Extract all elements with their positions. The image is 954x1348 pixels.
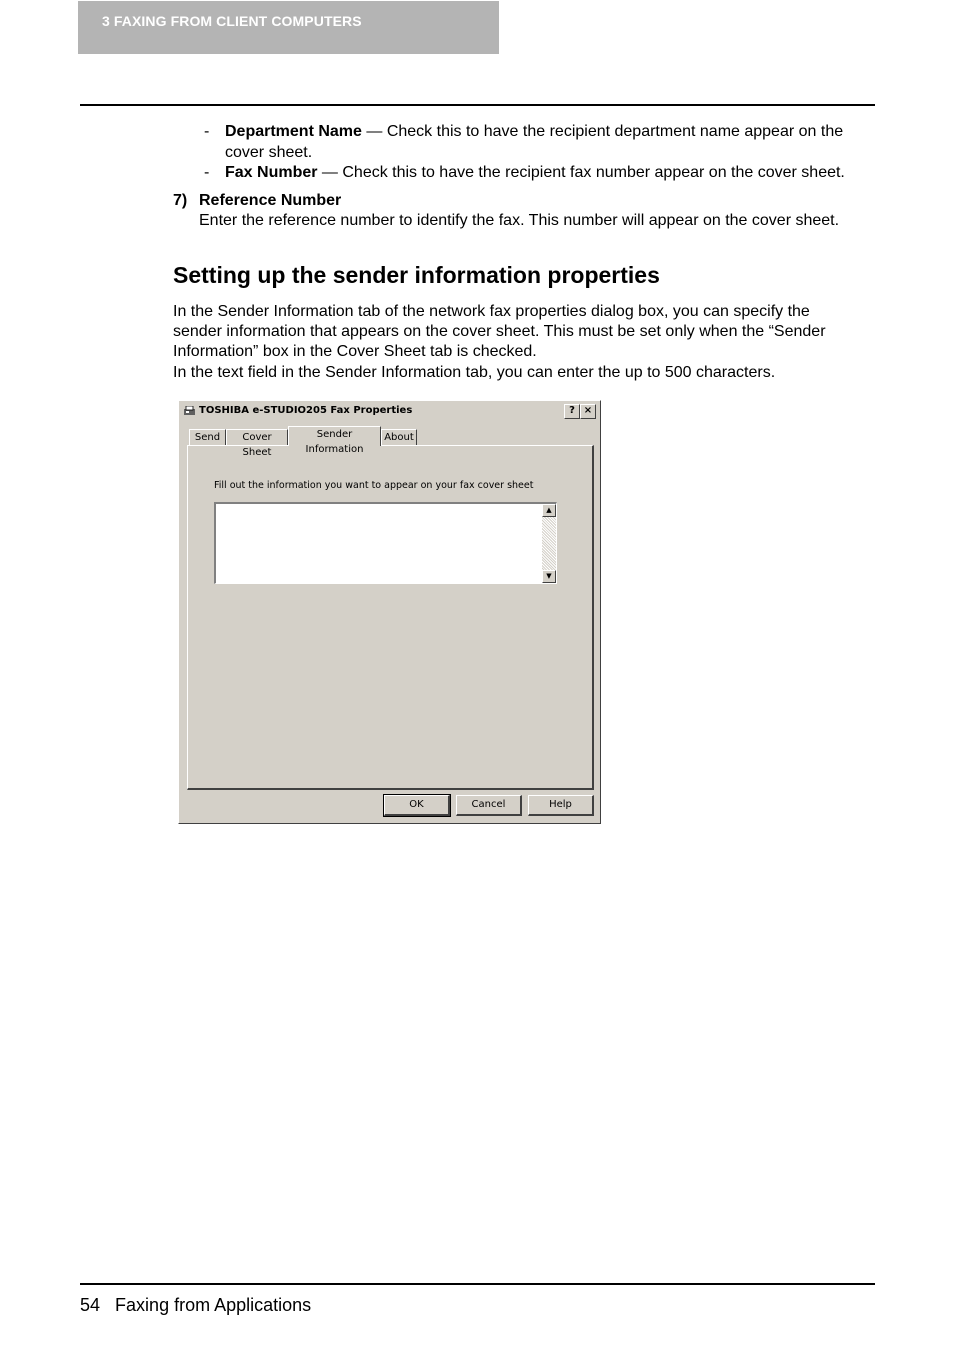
bullet-dash: -: [204, 123, 210, 140]
chapter-header: [78, 1, 499, 54]
help-title-button[interactable]: ?: [564, 404, 580, 419]
tab-sender-information[interactable]: Sender Information: [288, 426, 381, 446]
vertical-scrollbar[interactable]: [542, 504, 556, 583]
top-rule: [80, 104, 875, 106]
tab-cover-sheet[interactable]: Cover Sheet: [226, 429, 288, 445]
paragraph-line: In the Sender Information tab of the network fax properties dialog box, you can specify the: [173, 303, 810, 320]
tab-panel: [187, 445, 594, 790]
bullet-term: Fax Number: [225, 164, 318, 181]
dialog-title: TOSHIBA e-STUDIO205 Fax Properties: [199, 405, 413, 416]
step-number: 7): [173, 192, 188, 209]
bullet-continuation: cover sheet.: [225, 144, 313, 161]
bullet-fax-number: [225, 163, 845, 183]
bullet-text: — Check this to have the recipient department name appear on the: [361, 123, 844, 140]
bullet-department-name: [225, 122, 843, 142]
bullet-text: — Check this to have the recipient fax number appear on the cover sheet.: [317, 164, 845, 181]
step-description: Enter the reference number to identify the fax. This number will appear on the cover sheet.: [199, 212, 840, 229]
bottom-rule: [80, 1283, 875, 1285]
page-footer: [80, 1295, 311, 1316]
cancel-button[interactable]: Cancel: [456, 795, 522, 816]
ok-button[interactable]: OK: [384, 795, 450, 816]
chapter-title: 3 FAXING FROM CLIENT COMPUTERS: [102, 13, 362, 29]
sender-info-label: Fill out the information you want to appear on your fax cover sheet: [214, 480, 534, 491]
fax-properties-dialog: [178, 400, 601, 824]
scroll-down-icon[interactable]: ▼: [542, 570, 556, 583]
section-heading: Setting up the sender information properties: [173, 262, 660, 288]
page-number: 54: [80, 1295, 101, 1315]
paragraph-line: sender information that appears on the cover sheet. This must be set only when the “Sender: [173, 323, 826, 340]
tab-send[interactable]: Send: [189, 429, 226, 445]
paragraph-line: In the text field in the Sender Information tab, you can enter the up to 500 characters.: [173, 364, 776, 381]
scroll-up-icon[interactable]: ▲: [542, 504, 556, 517]
tab-about[interactable]: About: [381, 429, 417, 445]
bullet-term: Department Name: [225, 123, 362, 140]
help-button[interactable]: Help: [528, 795, 594, 816]
close-icon[interactable]: ×: [580, 404, 596, 419]
bullet-dash: -: [204, 164, 210, 181]
sender-info-textarea[interactable]: [214, 502, 557, 584]
dialog-titlebar: [181, 403, 598, 420]
step-title: Reference Number: [199, 192, 342, 209]
paragraph-line: Information” box in the Cover Sheet tab is checked.: [173, 343, 537, 360]
footer-title: Faxing from Applications: [115, 1295, 312, 1315]
fax-icon: [184, 406, 195, 416]
